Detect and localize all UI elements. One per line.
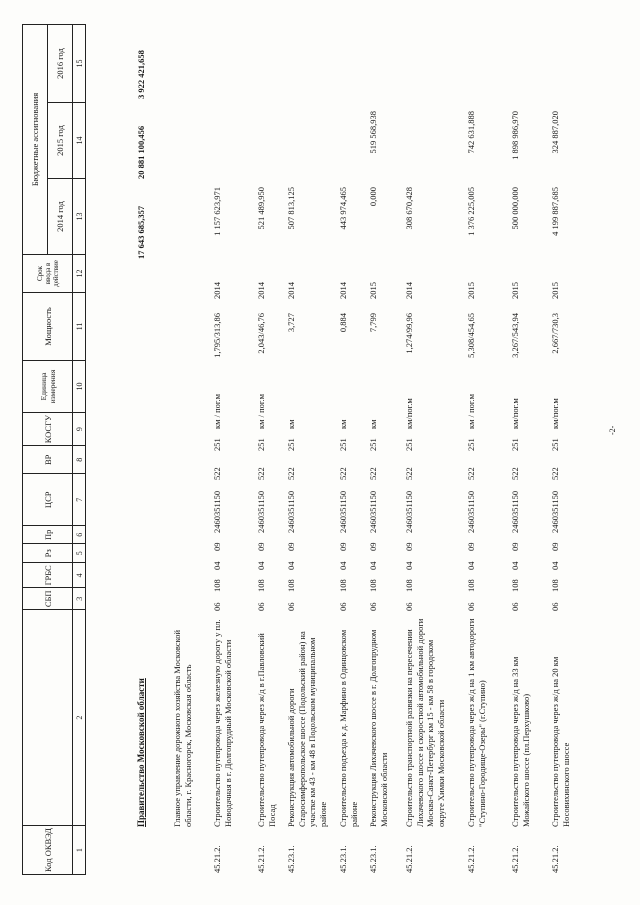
col-num: 8 <box>73 446 86 474</box>
cell-csr: 2460351150 <box>212 490 222 533</box>
cell-pr: 09 <box>466 542 476 551</box>
cell-unit: км/пог.м <box>510 398 520 429</box>
cell-y2015: 742 631,888 <box>466 111 476 154</box>
cell-rz: 04 <box>212 561 222 570</box>
table-row <box>338 15 368 875</box>
table-row <box>368 15 404 875</box>
table-row <box>286 15 338 875</box>
col-num: 9 <box>73 412 86 445</box>
col-num: 1 <box>73 826 86 875</box>
cell-okved: 45.21.2. <box>510 845 520 873</box>
cell-unit: км <box>368 419 378 429</box>
col-num: 5 <box>73 544 86 563</box>
col-csr: ЦСР <box>23 474 73 526</box>
cell-kosgu: 251 <box>550 438 560 451</box>
col-num: 6 <box>73 526 86 544</box>
cell-okved: 45.21.2. <box>212 845 222 873</box>
col-num: 10 <box>73 360 86 412</box>
cell-name: Строительство путепровода через ж/д на 1 км автодороги "Ступино-Городище-Озеры" (г.Ступино) <box>466 618 487 827</box>
cell-grbs: 108 <box>338 579 348 592</box>
cell-csbp: 06 <box>550 602 560 611</box>
col-num: 7 <box>73 474 86 526</box>
cell-rz: 04 <box>256 561 266 570</box>
col-csbp: СБП <box>23 588 73 610</box>
cell-csbp: 06 <box>338 602 348 611</box>
cell-srok: 2014 <box>286 282 296 299</box>
cell-y2014: 0,000 <box>368 187 378 207</box>
cell-rz: 04 <box>510 561 520 570</box>
cell-kosgu: 251 <box>466 438 476 451</box>
col-num: 13 <box>73 178 86 254</box>
cell-csbp: 06 <box>256 602 266 611</box>
cell-pr: 09 <box>212 542 222 551</box>
cell-vr: 522 <box>256 467 266 480</box>
col-2015: 2015 год <box>48 102 73 178</box>
subtitle: Главное управление дорожного хозяйства Московской области, г. Красногорск, Московская область <box>172 629 193 827</box>
cell-kosgu: 251 <box>510 438 520 451</box>
cell-y2015: 324 887,020 <box>550 111 560 154</box>
cell-name: Строительство путепровода через ж/д на 20 км Носовихинского шоссе <box>550 656 571 827</box>
col-kosgu: КОСГУ <box>23 412 73 445</box>
cell-srok: 2015 <box>466 282 476 299</box>
cell-y2014: 1 157 623,971 <box>212 187 222 236</box>
cell-unit: км / пог.м <box>256 394 266 429</box>
col-num: 11 <box>73 292 86 360</box>
cell-y2014: 4 199 887,685 <box>550 187 560 236</box>
cell-grbs: 108 <box>368 579 378 592</box>
cell-power: 3,727 <box>286 313 296 333</box>
col-num: 3 <box>73 588 86 610</box>
table-row <box>256 15 286 875</box>
cell-pr: 09 <box>338 542 348 551</box>
cell-srok: 2014 <box>404 282 414 299</box>
col-num: 12 <box>73 254 86 292</box>
data-rows <box>212 15 586 875</box>
cell-y2014: 521 489,950 <box>256 187 266 230</box>
cell-grbs: 108 <box>510 579 520 592</box>
cell-srok: 2015 <box>510 282 520 299</box>
cell-vr: 522 <box>368 467 378 480</box>
cell-csr: 2460351150 <box>466 490 476 533</box>
cell-grbs: 108 <box>212 579 222 592</box>
header-table <box>22 24 86 875</box>
col-srok: Срок ввода в действие <box>23 254 73 292</box>
cell-csbp: 06 <box>368 602 378 611</box>
cell-grbs: 108 <box>550 579 560 592</box>
cell-unit: км/пог.м <box>550 398 560 429</box>
col-budget-group: Бюджетные ассигнования <box>23 24 48 254</box>
cell-pr: 09 <box>256 542 266 551</box>
cell-unit: км / пог.м <box>466 394 476 429</box>
cell-power: 5,308/454,65 <box>466 313 476 358</box>
col-num: 2 <box>73 610 86 826</box>
cell-okved: 45.23.1. <box>338 845 348 873</box>
total-2015: 20 881 100,456 <box>136 125 146 179</box>
cell-vr: 522 <box>404 467 414 480</box>
cell-unit: км / пог.м <box>212 394 222 429</box>
cell-y2014: 443 974,465 <box>338 187 348 230</box>
cell-name: Строительство путепровода через железную дорогу у пл. Новодачная в г. Долгопрудный Московской области <box>212 619 233 827</box>
cell-csr: 2460351150 <box>256 490 266 533</box>
cell-y2014: 308 670,428 <box>404 187 414 230</box>
cell-name: Строительство подъезда к д. Марфино в Одинцовском районе <box>338 629 359 827</box>
cell-y2014: 1 376 225,005 <box>466 187 476 236</box>
cell-vr: 522 <box>510 467 520 480</box>
cell-pr: 09 <box>286 542 296 551</box>
cell-kosgu: 251 <box>404 438 414 451</box>
cell-rz: 04 <box>550 561 560 570</box>
table-row <box>510 15 550 875</box>
table-row <box>212 15 256 875</box>
cell-unit: км <box>286 419 296 429</box>
cell-power: 1,795/313,86 <box>212 313 222 358</box>
table-row <box>550 15 586 875</box>
cell-unit: км/пог.м <box>404 398 414 429</box>
cell-rz: 04 <box>286 561 296 570</box>
cell-vr: 522 <box>286 467 296 480</box>
cell-csbp: 06 <box>510 602 520 611</box>
cell-name: Строительство транспортной развязки на пересечении Лихачевского шоссе и скоростной автомобильной дороги Москва-Санкт-Петербург км 15 - км 58 в городском округе Химки Московской области <box>404 618 446 827</box>
col-unit: Единица измерения <box>23 360 73 412</box>
cell-power: 3,267/543,94 <box>510 313 520 358</box>
cell-srok: 2015 <box>368 282 378 299</box>
org-title: Правительство Московской области <box>136 678 146 827</box>
cell-okved: 45.21.2. <box>256 845 266 873</box>
cell-vr: 522 <box>212 467 222 480</box>
col-2014: 2014 год <box>48 178 73 254</box>
col-vr: ВР <box>23 446 73 474</box>
table-body <box>172 15 206 875</box>
cell-y2015: 519 568,938 <box>368 111 378 154</box>
total-2016: 3 922 421,658 <box>136 50 146 99</box>
col-num: 4 <box>73 563 86 588</box>
cell-csr: 2460351150 <box>510 490 520 533</box>
cell-power: 1,274/99,96 <box>404 313 414 354</box>
cell-srok: 2014 <box>256 282 266 299</box>
cell-grbs: 108 <box>404 579 414 592</box>
cell-kosgu: 251 <box>286 438 296 451</box>
cell-vr: 522 <box>550 467 560 480</box>
cell-y2014: 507 813,125 <box>286 187 296 230</box>
cell-grbs: 108 <box>466 579 476 592</box>
cell-power: 0,884 <box>338 313 348 333</box>
table-row <box>466 15 510 875</box>
cell-csr: 2460351150 <box>286 490 296 533</box>
cell-srok: 2014 <box>212 282 222 299</box>
cell-grbs: 108 <box>286 579 296 592</box>
col-num: 14 <box>73 102 86 178</box>
cell-csr: 2460351150 <box>368 490 378 533</box>
page-number: -2- <box>608 425 617 435</box>
cell-name: Строительство путепровода через ж/д на 33 км Можайского шоссе (пл.Перхушково) <box>510 656 531 827</box>
cell-grbs: 108 <box>256 579 266 592</box>
cell-csr: 2460351150 <box>338 490 348 533</box>
col-okved: Код ОКВЭД <box>23 826 73 875</box>
cell-name: Реконструкция автомобильной дороги Старосимферопольское шоссе (Подольский район) на участке км 43 - км 48 в Подольском муниципальном районе <box>286 631 328 827</box>
cell-y2015: 1 898 986,970 <box>510 111 520 160</box>
cell-kosgu: 251 <box>212 438 222 451</box>
cell-kosgu: 251 <box>338 438 348 451</box>
cell-kosgu: 251 <box>368 438 378 451</box>
cell-kosgu: 251 <box>256 438 266 451</box>
cell-srok: 2015 <box>550 282 560 299</box>
cell-name: Строительство путепровода через ж/д в г.Павловский Посад <box>256 633 277 827</box>
cell-pr: 09 <box>550 542 560 551</box>
total-2014: 17 643 685,357 <box>136 205 146 259</box>
table-row <box>404 15 466 875</box>
cell-okved: 45.21.2. <box>466 845 476 873</box>
cell-power: 2,043/46,76 <box>256 313 266 354</box>
cell-y2014: 500 000,000 <box>510 187 520 230</box>
cell-name: Реконструкция Лихачевского шоссе в г. Долгопрудном Московской области <box>368 629 389 827</box>
cell-rz: 04 <box>338 561 348 570</box>
col-rz: Рз <box>23 544 73 563</box>
cell-rz: 04 <box>404 561 414 570</box>
cell-okved: 45.21.2. <box>404 845 414 873</box>
cell-srok: 2014 <box>338 282 348 299</box>
cell-rz: 04 <box>368 561 378 570</box>
col-2016: 2016 год <box>48 24 73 102</box>
cell-rz: 04 <box>466 561 476 570</box>
cell-csr: 2460351150 <box>404 490 414 533</box>
cell-okved: 45.23.1. <box>368 845 378 873</box>
cell-csbp: 06 <box>286 602 296 611</box>
col-power: Мощность <box>23 292 73 360</box>
cell-csr: 2460351150 <box>550 490 560 533</box>
cell-unit: км <box>338 419 348 429</box>
cell-pr: 09 <box>510 542 520 551</box>
cell-vr: 522 <box>466 467 476 480</box>
cell-power: 7,799 <box>368 313 378 333</box>
col-name <box>23 610 73 826</box>
col-pr: Пр <box>23 526 73 544</box>
cell-csbp: 06 <box>212 602 222 611</box>
cell-pr: 09 <box>368 542 378 551</box>
cell-okved: 45.23.1. <box>286 845 296 873</box>
col-num: 15 <box>73 24 86 102</box>
cell-power: 2,667/730,3 <box>550 313 560 354</box>
col-grbs: ГРБС <box>23 563 73 588</box>
cell-csbp: 06 <box>466 602 476 611</box>
cell-csbp: 06 <box>404 602 414 611</box>
cell-vr: 522 <box>338 467 348 480</box>
cell-okved: 45.21.2. <box>550 845 560 873</box>
subtitle-row <box>172 15 206 875</box>
cell-pr: 09 <box>404 542 414 551</box>
